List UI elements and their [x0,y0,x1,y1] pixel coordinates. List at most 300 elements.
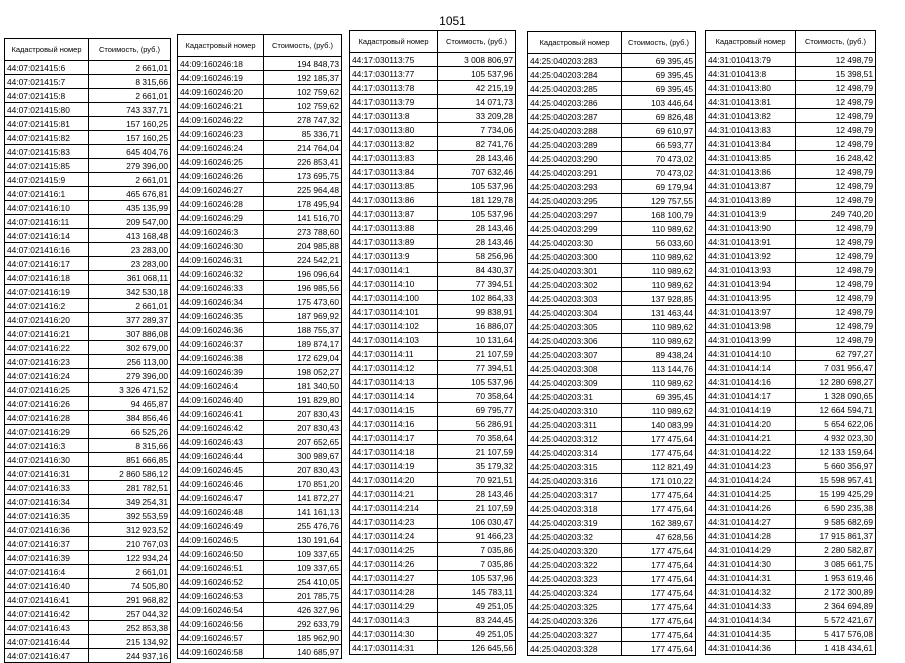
table-row [178,491,342,505]
table-row [5,369,171,383]
cadastral-number-cell: 44:09:160246:18 [178,57,264,71]
cadastral-number-cell: 44:25:040203:327 [528,628,622,642]
cadastral-number-cell: 44:31:010414:34 [706,613,796,627]
cadastral-number-cell: 44:31:010413:87 [706,179,796,193]
cadastral-number-cell: 44:09:160246:50 [178,547,264,561]
cadastral-number-cell: 44:31:010413:81 [706,95,796,109]
table-row [528,278,696,292]
cadastral-number-cell: 44:17:030114:100 [350,291,438,305]
cost-cell: 8 315,66 [89,75,171,89]
cost-cell: 82 741,76 [438,137,516,151]
table-row [706,473,876,487]
cost-cell: 28 143,46 [438,151,516,165]
cadastral-number-cell: 44:07:021416:44 [5,635,89,649]
cost-cell: 99 838,91 [438,305,516,319]
cadastral-number-cell: 44:25:040203:300 [528,250,622,264]
cadastral-number-cell: 44:09:160246:58 [178,645,264,659]
cadastral-number-cell: 44:31:010413:80 [706,81,796,95]
table-row [178,253,342,267]
table-row [5,635,171,649]
cost-cell: 207 830,43 [264,463,342,477]
table-row [706,403,876,417]
table-row [528,222,696,236]
table-row [350,137,516,151]
cost-cell: 189 874,17 [264,337,342,351]
cadastral-number-cell: 44:07:021416:25 [5,383,89,397]
cadastral-number-cell: 44:17:030113:80 [350,123,438,137]
cadastral-number-cell: 44:31:010413:86 [706,165,796,179]
table-row [528,586,696,600]
cadastral-number-cell: 44:25:040203:301 [528,264,622,278]
table-row [706,221,876,235]
table-row [350,641,516,655]
cadastral-number-cell: 44:31:010414:16 [706,375,796,389]
table-row [178,295,342,309]
table-row [5,285,171,299]
cadastral-number-cell: 44:07:021416:2 [5,299,89,313]
cost-cell: 191 829,80 [264,393,342,407]
table-row [706,291,876,305]
table-row [706,53,876,67]
table-row [350,193,516,207]
table-row [178,435,342,449]
table-row [350,221,516,235]
cost-cell: 256 113,00 [89,355,171,369]
cadastral-number-cell: 44:07:021416:20 [5,313,89,327]
cadastral-number-cell: 44:07:021416:26 [5,397,89,411]
cadastral-number-cell: 44:09:160246:22 [178,113,264,127]
cost-cell: 177 475,64 [622,628,696,642]
table-row [5,103,171,117]
cost-cell: 1 953 619,46 [796,571,876,585]
table-row [178,631,342,645]
cost-cell: 3 326 471,52 [89,383,171,397]
cost-cell: 21 107,59 [438,347,516,361]
cadastral-number-cell: 44:31:010413:93 [706,263,796,277]
cadastral-number-cell: 44:17:030113:89 [350,235,438,249]
cadastral-number-cell: 44:09:160246:19 [178,71,264,85]
table-row [706,277,876,291]
table-row [528,334,696,348]
header-cadastral: Кадастровый номер [350,31,438,53]
cadastral-number-cell: 44:07:021416:17 [5,257,89,271]
cadastral-number-cell: 44:07:021416:18 [5,271,89,285]
table-row [350,165,516,179]
table-row [706,389,876,403]
cost-cell: 273 788,60 [264,225,342,239]
cost-cell: 69 179,94 [622,180,696,194]
table-row [350,417,516,431]
cost-cell: 140 685,97 [264,645,342,659]
cost-cell: 77 394,51 [438,277,516,291]
table-row [350,627,516,641]
cost-cell: 110 989,62 [622,250,696,264]
cadastral-number-cell: 44:25:040203:316 [528,474,622,488]
table-row [5,75,171,89]
cost-cell: 7 031 956,47 [796,361,876,375]
cadastral-number-cell: 44:31:010414:33 [706,599,796,613]
cadastral-table-4 [527,31,696,656]
cadastral-number-cell: 44:17:030113:83 [350,151,438,165]
table-row [5,299,171,313]
cost-cell: 178 495,94 [264,197,342,211]
table-row [178,239,342,253]
cadastral-number-cell: 44:31:010413:84 [706,137,796,151]
table-row [5,467,171,481]
cadastral-number-cell: 44:09:160246:20 [178,85,264,99]
table-row [350,333,516,347]
header-cost: Стоимость, (руб.) [264,35,342,57]
table-row [178,603,342,617]
table-row [706,571,876,585]
table-row [350,515,516,529]
cadastral-number-cell: 44:17:030114:27 [350,571,438,585]
header-cadastral: Кадастровый номер [528,32,622,54]
cadastral-number-cell: 44:07:021415:80 [5,103,89,117]
table-row [178,323,342,337]
cadastral-number-cell: 44:09:160246:52 [178,575,264,589]
table-row [5,215,171,229]
cadastral-number-cell: 44:07:021416:1 [5,187,89,201]
table-row [5,229,171,243]
cost-cell: 16 886,07 [438,319,516,333]
cost-cell: 105 537,96 [438,375,516,389]
table-row [178,575,342,589]
cadastral-number-cell: 44:09:160246:39 [178,365,264,379]
table-row [706,263,876,277]
cadastral-number-cell: 44:07:021416:28 [5,411,89,425]
table-row [528,544,696,558]
cost-cell: 2 661,01 [89,299,171,313]
cost-cell: 23 283,00 [89,257,171,271]
table-row [178,449,342,463]
cadastral-number-cell: 44:31:010414:19 [706,403,796,417]
cost-cell: 175 473,60 [264,295,342,309]
cadastral-number-cell: 44:31:010414:24 [706,473,796,487]
cadastral-number-cell: 44:25:040203:323 [528,572,622,586]
table-row [706,599,876,613]
cost-cell: 12 498,79 [796,235,876,249]
cost-cell: 12 498,79 [796,123,876,137]
table-row [350,613,516,627]
cost-cell: 56 033,60 [622,236,696,250]
cadastral-number-cell: 44:25:040203:284 [528,68,622,82]
cadastral-number-cell: 44:07:021416:3 [5,439,89,453]
table-row [706,417,876,431]
cadastral-number-cell: 44:31:010413:99 [706,333,796,347]
table-row [706,193,876,207]
cost-cell: 201 785,75 [264,589,342,603]
cadastral-number-cell: 44:07:021416:33 [5,481,89,495]
cadastral-number-cell: 44:07:021416:39 [5,551,89,565]
cadastral-number-cell: 44:31:010413:91 [706,235,796,249]
table-row [350,529,516,543]
cost-cell: 21 107,59 [438,501,516,515]
cadastral-number-cell: 44:31:010413:79 [706,53,796,67]
header-cadastral: Кадастровый номер [5,39,89,61]
table-row [706,627,876,641]
cadastral-number-cell: 44:17:030113:79 [350,95,438,109]
cadastral-number-cell: 44:07:021416:42 [5,607,89,621]
cost-cell: 257 044,32 [89,607,171,621]
cadastral-number-cell: 44:31:010414:14 [706,361,796,375]
cost-cell: 177 475,64 [622,488,696,502]
table-row [528,152,696,166]
cadastral-number-cell: 44:09:160246:3 [178,225,264,239]
cost-cell: 185 962,90 [264,631,342,645]
table-row [5,201,171,215]
table-row [350,487,516,501]
cost-cell: 131 463,44 [622,306,696,320]
cadastral-number-cell: 44:17:030114:20 [350,473,438,487]
cadastral-number-cell: 44:31:010414:26 [706,501,796,515]
cadastral-number-cell: 44:09:160246:23 [178,127,264,141]
cost-cell: 291 968,82 [89,593,171,607]
cadastral-number-cell: 44:25:040203:285 [528,82,622,96]
cadastral-number-cell: 44:25:040203:30 [528,236,622,250]
cost-cell: 2 364 694,89 [796,599,876,613]
cadastral-number-cell: 44:25:040203:322 [528,558,622,572]
table-row [528,418,696,432]
table-row [528,446,696,460]
cadastral-number-cell: 44:25:040203:303 [528,292,622,306]
page-number: 1051 [439,14,466,28]
table-row [706,487,876,501]
table-row [5,579,171,593]
cost-cell: 254 410,05 [264,575,342,589]
table-row [178,113,342,127]
cost-cell: 3 008 806,97 [438,53,516,67]
table-row [5,89,171,103]
cost-cell: 112 821,49 [622,460,696,474]
cadastral-number-cell: 44:25:040203:287 [528,110,622,124]
cadastral-number-cell: 44:25:040203:283 [528,54,622,68]
cadastral-number-cell: 44:17:030114:23 [350,515,438,529]
cadastral-number-cell: 44:31:010413:89 [706,193,796,207]
table-row [5,565,171,579]
cost-cell: 69 826,48 [622,110,696,124]
cost-cell: 12 133 159,64 [796,445,876,459]
table-row [528,362,696,376]
table-row [528,250,696,264]
cadastral-number-cell: 44:07:021416:21 [5,327,89,341]
cadastral-number-cell: 44:31:010414:31 [706,571,796,585]
cadastral-number-cell: 44:25:040203:314 [528,446,622,460]
cadastral-number-cell: 44:31:010413:97 [706,305,796,319]
table-row [706,165,876,179]
cadastral-number-cell: 44:17:030114:19 [350,459,438,473]
cost-cell: 204 985,88 [264,239,342,253]
cadastral-number-cell: 44:17:030114:30 [350,627,438,641]
cadastral-number-cell: 44:07:021416:35 [5,509,89,523]
cadastral-number-cell: 44:17:030114:24 [350,529,438,543]
table-row [350,361,516,375]
table-row [706,529,876,543]
cadastral-number-cell: 44:09:160246:4 [178,379,264,393]
cadastral-number-cell: 44:09:160246:34 [178,295,264,309]
cost-cell: 177 475,64 [622,586,696,600]
cadastral-number-cell: 44:31:010413:90 [706,221,796,235]
cadastral-number-cell: 44:31:010414:10 [706,347,796,361]
cadastral-number-cell: 44:09:160246:48 [178,505,264,519]
table-row [5,117,171,131]
cost-cell: 69 795,77 [438,403,516,417]
cadastral-number-cell: 44:25:040203:290 [528,152,622,166]
table-row [706,585,876,599]
table-row [350,431,516,445]
cost-cell: 300 989,67 [264,449,342,463]
table-row [706,501,876,515]
cost-cell: 77 394,51 [438,361,516,375]
cost-cell: 4 932 023,30 [796,431,876,445]
cadastral-number-cell: 44:25:040203:295 [528,194,622,208]
table-row [350,403,516,417]
cadastral-number-cell: 44:25:040203:304 [528,306,622,320]
cadastral-number-cell: 44:25:040203:302 [528,278,622,292]
cost-cell: 192 185,37 [264,71,342,85]
cadastral-number-cell: 44:09:160246:30 [178,239,264,253]
cost-cell: 349 254,31 [89,495,171,509]
table-row [706,431,876,445]
cost-cell: 8 315,66 [89,439,171,453]
table-row [178,365,342,379]
cost-cell: 137 928,85 [622,292,696,306]
cadastral-number-cell: 44:07:021415:85 [5,159,89,173]
cost-cell: 177 475,64 [622,544,696,558]
cadastral-table-1 [4,38,171,663]
cost-cell: 281 782,51 [89,481,171,495]
cost-cell: 278 747,32 [264,113,342,127]
cadastral-number-cell: 44:17:030114:13 [350,375,438,389]
cost-cell: 69 395,45 [622,54,696,68]
cost-cell: 85 336,71 [264,127,342,141]
table-row [706,305,876,319]
cost-cell: 66 593,77 [622,138,696,152]
cost-cell: 91 466,23 [438,529,516,543]
table-row [528,404,696,418]
cost-cell: 83 244,45 [438,613,516,627]
cost-cell: 177 475,64 [622,642,696,656]
cadastral-number-cell: 44:07:021416:29 [5,425,89,439]
cost-cell: 181 129,78 [438,193,516,207]
table-row [706,67,876,81]
table-row [178,281,342,295]
cadastral-number-cell: 44:17:030113:82 [350,137,438,151]
cost-cell: 69 395,45 [622,68,696,82]
cadastral-number-cell: 44:17:030114:10 [350,277,438,291]
cadastral-number-cell: 44:09:160246:44 [178,449,264,463]
cost-cell: 42 215,19 [438,81,516,95]
cadastral-number-cell: 44:25:040203:306 [528,334,622,348]
cost-cell: 252 853,38 [89,621,171,635]
table-row [178,547,342,561]
cost-cell: 188 755,37 [264,323,342,337]
cadastral-number-cell: 44:31:010414:22 [706,445,796,459]
cost-cell: 302 679,00 [89,341,171,355]
table-row [178,183,342,197]
cadastral-number-cell: 44:07:021415:7 [5,75,89,89]
cadastral-number-cell: 44:09:160246:46 [178,477,264,491]
cost-cell: 707 632,46 [438,165,516,179]
table-row [528,572,696,586]
cadastral-table-2 [177,34,342,659]
cost-cell: 177 475,64 [622,558,696,572]
cadastral-number-cell: 44:17:030114:15 [350,403,438,417]
cost-cell: 109 337,65 [264,561,342,575]
cadastral-number-cell: 44:17:030114:11 [350,347,438,361]
cost-cell: 2 661,01 [89,565,171,579]
table-row [350,95,516,109]
cost-cell: 207 830,43 [264,407,342,421]
cost-cell: 12 498,79 [796,193,876,207]
cost-cell: 12 498,79 [796,109,876,123]
cost-cell: 172 629,04 [264,351,342,365]
table-row [350,123,516,137]
cost-cell: 69 395,45 [622,82,696,96]
cadastral-number-cell: 44:31:010414:17 [706,389,796,403]
table-row [706,123,876,137]
cadastral-number-cell: 44:25:040203:319 [528,516,622,530]
cost-cell: 49 251,05 [438,599,516,613]
table-row [528,68,696,82]
cadastral-number-cell: 44:25:040203:311 [528,418,622,432]
table-row [350,277,516,291]
cadastral-number-cell: 44:25:040203:317 [528,488,622,502]
cadastral-number-cell: 44:25:040203:312 [528,432,622,446]
table-row [178,519,342,533]
cadastral-number-cell: 44:07:021415:6 [5,61,89,75]
cadastral-number-cell: 44:09:160246:56 [178,617,264,631]
table-row [706,361,876,375]
cadastral-number-cell: 44:07:021416:14 [5,229,89,243]
cost-cell: 70 473,02 [622,166,696,180]
cadastral-number-cell: 44:31:010414:35 [706,627,796,641]
cost-cell: 105 537,96 [438,179,516,193]
cadastral-number-cell: 44:17:030113:9 [350,249,438,263]
cadastral-number-cell: 44:31:010413:9 [706,207,796,221]
cost-cell: 2 860 586,12 [89,467,171,481]
cadastral-number-cell: 44:07:021416:36 [5,523,89,537]
cost-cell: 7 035,86 [438,557,516,571]
cadastral-number-cell: 44:17:030114:14 [350,389,438,403]
table-row [528,208,696,222]
cadastral-number-cell: 44:07:021416:10 [5,201,89,215]
cadastral-number-cell: 44:09:160246:45 [178,463,264,477]
cadastral-number-cell: 44:17:030114:29 [350,599,438,613]
cadastral-number-cell: 44:09:160246:29 [178,211,264,225]
cadastral-number-cell: 44:31:010413:92 [706,249,796,263]
cost-cell: 196 096,64 [264,267,342,281]
table-row [178,127,342,141]
table-row [528,96,696,110]
cadastral-number-cell: 44:25:040203:299 [528,222,622,236]
cost-cell: 110 989,62 [622,264,696,278]
table-row [178,85,342,99]
cadastral-number-cell: 44:07:021416:31 [5,467,89,481]
cost-cell: 130 191,64 [264,533,342,547]
cadastral-number-cell: 44:09:160246:51 [178,561,264,575]
cost-cell: 105 537,96 [438,67,516,81]
table-row [528,516,696,530]
table-row [528,54,696,68]
cost-cell: 106 030,47 [438,515,516,529]
table-row [5,187,171,201]
cadastral-number-cell: 44:07:021416:30 [5,453,89,467]
cost-cell: 2 661,01 [89,61,171,75]
cadastral-number-cell: 44:17:030114:28 [350,585,438,599]
cadastral-number-cell: 44:17:030114:25 [350,543,438,557]
cost-cell: 12 498,79 [796,319,876,333]
